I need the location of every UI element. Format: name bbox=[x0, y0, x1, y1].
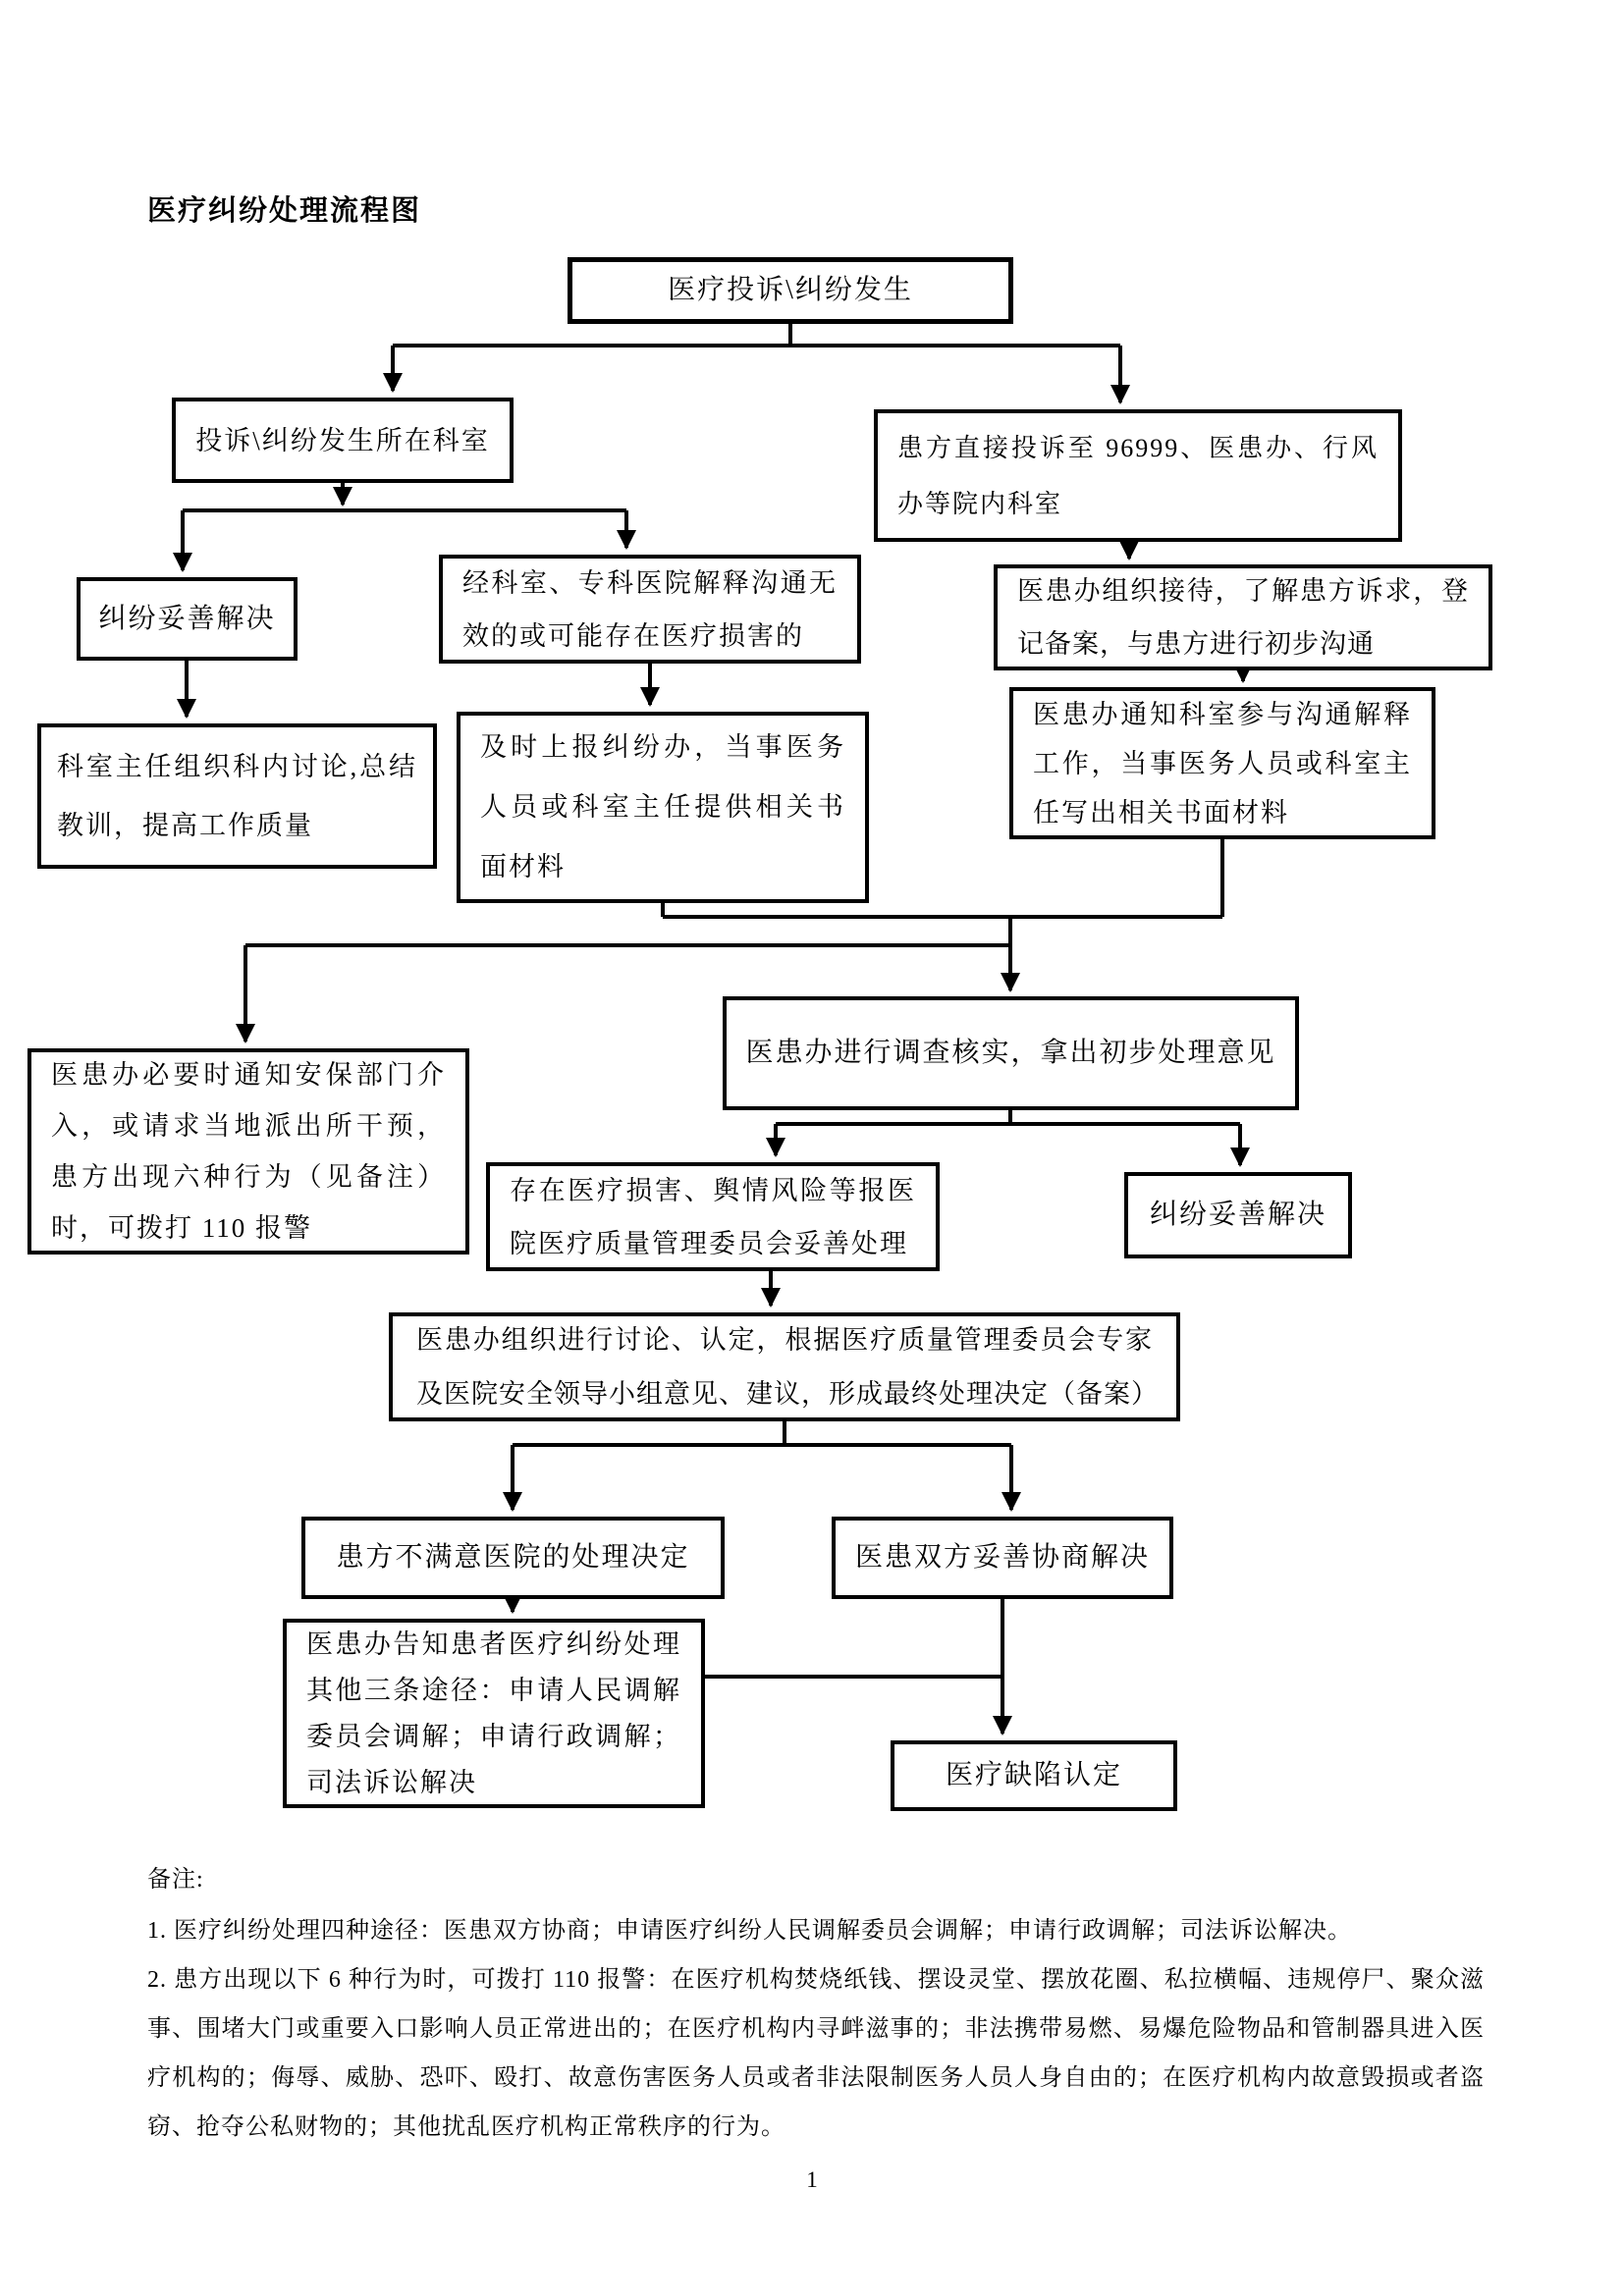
connector bbox=[776, 1110, 1240, 1124]
node-resolved-first: 纠纷妥善解决 bbox=[77, 577, 298, 661]
node-communication-failed: 经科室、专科医院解释沟通无效的或可能存在医疗损害的 bbox=[439, 555, 861, 664]
node-final-decision: 医患办组织进行讨论、认定，根据医疗质量管理委员会专家及医院安全领导小组意见、建议，形成最终处理决定（备案） bbox=[389, 1312, 1180, 1421]
node-resolved-second: 纠纷妥善解决 bbox=[1124, 1172, 1352, 1258]
node-dept-where-occurred: 投诉\纠纷发生所在科室 bbox=[172, 398, 514, 483]
node-notify-dept-communicate: 医患办通知科室参与沟通解释工作，当事医务人员或科室主任写出相关书面材料 bbox=[1009, 687, 1435, 839]
node-dept-review: 科室主任组织科内讨论,总结教训，提高工作质量 bbox=[37, 723, 437, 869]
node-mutual-agreement: 医患双方妥善协商解决 bbox=[832, 1517, 1173, 1599]
node-report-dispute-office: 及时上报纠纷办，当事医务人员或科室主任提供相关书面材料 bbox=[457, 712, 869, 903]
connector bbox=[705, 1599, 1002, 1677]
connector bbox=[513, 1421, 1011, 1445]
page-number: 1 bbox=[806, 2167, 818, 2192]
node-direct-complaint: 患方直接投诉至 96999、医患办、行风办等院内科室 bbox=[874, 409, 1402, 542]
connector bbox=[393, 324, 1120, 346]
page-title: 医疗纠纷处理流程图 bbox=[147, 195, 422, 227]
node-yihuanban-reception: 医患办组织接待，了解患方诉求，登记备案，与患方进行初步沟通 bbox=[994, 564, 1492, 670]
note-item-1: 1. 医疗纠纷处理四种途径：医患双方协商；申请医疗纠纷人民调解委员会调解；申请行政调解；司法诉讼解决。 bbox=[147, 1918, 1352, 1944]
node-three-other-ways: 医患办告知患者医疗纠纷处理其他三条途径：申请人民调解委员会调解；申请行政调解；司法诉讼解决 bbox=[283, 1619, 705, 1808]
node-patient-unsatisfied: 患方不满意医院的处理决定 bbox=[301, 1517, 725, 1599]
node-quality-committee: 存在医疗损害、舆情风险等报医院医疗质量管理委员会妥善处理 bbox=[486, 1162, 940, 1271]
node-investigation: 医患办进行调查核实，拿出初步处理意见 bbox=[723, 996, 1299, 1110]
note-item-2: 2. 患方出现以下 6 种行为时，可拨打 110 报警：在医疗机构焚烧纸钱、摆设灵堂、摆放花圈、私拉横幅、违规停尸、聚众滋事、围堵大门或重要入口影响人员正常进出的；在医疗机构内寻衅滋事的；非法携带易燃、易爆危险物品和管制器具进入医疗机构的；侮辱、威胁、恐吓、殴打、故意伤害医务人员或者非法限制医务人员人身自由的；在医疗机构内故意毁损或者盗窃、抢夺公私财物的；其他扰乱医疗机构正常秩序的行为。 bbox=[147, 1967, 1485, 2140]
node-security-intervention: 医患办必要时通知安保部门介入，或请求当地派出所干预，患方出现六种行为（见备注）时，可拨打 110 报警 bbox=[27, 1048, 469, 1255]
node-defect-determination: 医疗缺陷认定 bbox=[891, 1740, 1177, 1811]
notes-label: 备注: bbox=[147, 1867, 204, 1893]
node-start: 医疗投诉\纠纷发生 bbox=[568, 257, 1013, 324]
notes-section bbox=[147, 1855, 1485, 2152]
